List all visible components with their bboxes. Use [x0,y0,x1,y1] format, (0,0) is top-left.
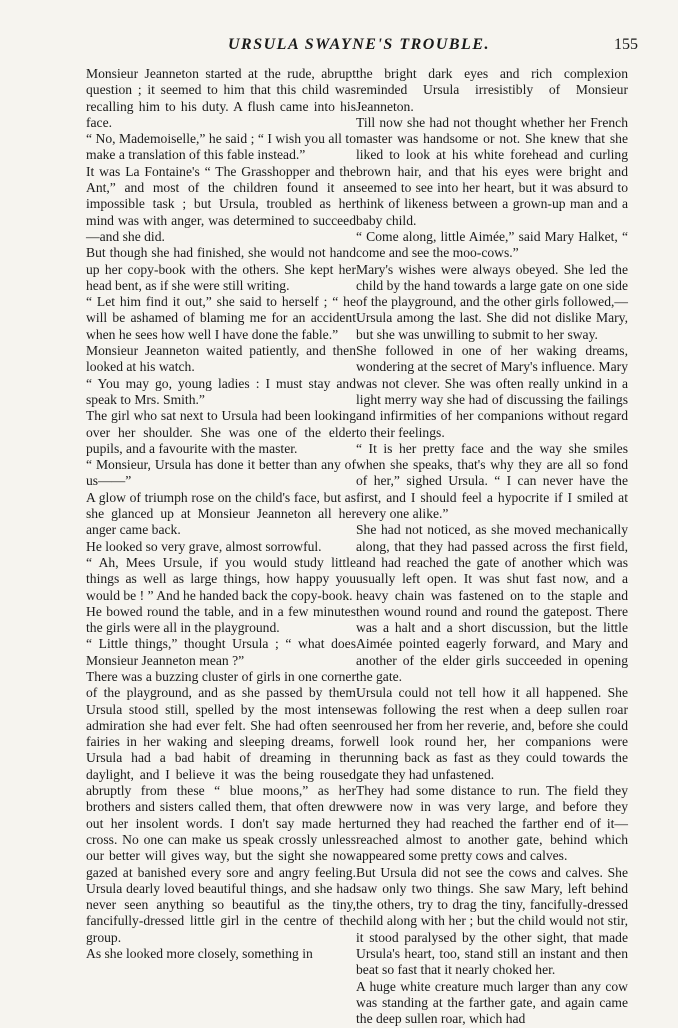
paragraph: The girl who sat next to Ursula had been looking over her shoulder. She was one of the elder pupils, and a favourite with the master. [86,408,356,456]
paragraph: But though she had finished, she would not hand up her copy-book with the others. She kept her head bent, as if she were still writing. [86,245,356,293]
paragraph: Monsieur Jeanneton waited patiently, and then looked at his watch. [86,343,356,375]
running-head [0,36,678,58]
paragraph: A huge white creature much larger than any cow was standing at the farther gate, and again came the deep sullen roar, which had [356,978,628,1027]
paragraph: Ursula could not tell how it all happened. She was following the rest when a deep sullen roar roused her from her reverie, and, before she could well look round her, her companions were running back as fast as they could towards the gate they had unfastened. [356,685,628,782]
paragraph: He looked so very grave, almost sorrowful. [86,538,322,554]
paragraph: A glow of triumph rose on the child's face, but as she glanced up at Monsieur Jeanneton all her anger came back. [86,489,356,538]
paragraph: Till now she had not thought whether her French master was handsome or not. She knew that she liked to look at his white forehead and curling brown hair, and that his eyes were bright and seemed to see into her heart, but it was absurd to think of likeness between a grown-up man and a baby child. [356,114,628,228]
paragraph: But Ursula did not see the cows and calves. She saw only two things. She saw Mary, left behind the others, try to drag the tiny, fancifully-dressed child along with her ; but the child would not stir, it stood paralysed by the other sight, that made Ursula's heart, too, stand still an instant and then beat so fast that it nearly choked her. [356,864,628,978]
paragraph: the bright dark eyes and rich complexion reminded Ursula irresistibly of Monsieur Jeanneton. [356,66,628,114]
paragraph: Monsieur Jeanneton started at the rude, abrupt question ; it seemed to him that this child was recalling him to his duty. A flush came into his face. [86,66,356,130]
paragraph: She had not noticed, as she moved mechanically along, that they had passed across the first field, and had reached the gate of another which was usually left open. It was shut fast now, and a heavy chain was fastened on to the staple and then wound round and round the gatepost. There was a halt and a short discussion, but the little Aimée pointed eagerly forward, and Mary and another of the elder girls succeeded in opening the gate. [356,522,628,684]
page-number: 155 [614,36,638,53]
paragraph: As she looked more closely, something in [86,946,313,962]
paragraph: It was La Fontaine's “ The Grasshopper and the Ant,” and most of the children found it an impossible task ; but Ursula, troubled as her mind was with anger, was determined to succeed—and she did. [86,163,356,244]
left-column [86,66,356,962]
running-title: URSULA SWAYNE'S TROUBLE. [228,36,490,53]
paragraph: “ You may go, young ladies : I must stay and speak to Mrs. Smith.” [86,375,356,407]
right-column [356,66,628,1028]
paragraph: “ Ah, Mees Ursule, if you would study little things as well as large things, how happy you would be ! ” And he handed back the copy-book. [86,554,356,603]
paragraph: “ Little things,” thought Ursula ; “ what does Monsieur Jeanneton mean ?” [86,636,356,668]
paragraph: “ It is her pretty face and the way she smiles when she speaks, that's why they are all so fond of her,” sighed Ursula. “ I can never have the first, and I should feel a hypocrite if I smiled at every one alike.” [356,440,628,522]
paragraph: There was a buzzing cluster of girls in one corner of the playground, and as she passed by them Ursula stood still, spelled by the most intense admiration she had ever felt. She had often seen fairies in her waking and sleeping dreams, for Ursula had a bad habit of dreaming in the daylight, and I believe it was the being roused abruptly from these “ blue moons,” as her brothers and sisters called them, that often drew out her insolent words. I don't say made her cross. No one can make us speak crossly unless our better will gives way, but the sight she now gazed at banished every sore and angry feeling. Ursula dearly loved beautiful things, and she had never seen anything so beautiful as the tiny, fancifully-dressed little girl in the centre of the group. [86,668,356,945]
paragraph: “ Let him find it out,” she said to herself ; “ he will be ashamed of blaming me for an accident when he sees how well I have done the fable.” [86,294,356,342]
paragraph: Mary's wishes were always obeyed. She led the child by the hand towards a large gate on one side of the playground, and the other girls followed,—Ursula among the last. She did not dislike Mary, but she was unwilling to submit to her sway. [356,261,628,342]
paragraph: She followed in one of her waking dreams, wondering at the secret of Mary's influence. Mary was not clever. She was often really unkind in a light merry way she had of discussing the failings and infirmities of her companions without regard to their feelings. [356,343,628,440]
paragraph: He bowed round the table, and in a few minutes the girls were all in the playground. [86,603,356,636]
paragraph: “ Monsieur, Ursula has done it better than any of us——” [86,457,356,489]
paragraph: “ No, Mademoiselle,” he said ; “ I wish you all to make a translation of this fable instead.” [86,131,356,163]
paragraph: “ Come along, little Aimée,” said Mary Halket, “ come and see the moo-cows.” [356,228,628,261]
paragraph: They had some distance to run. The field they were now in was very large, and before they turned they had reached the farther end of it—reached almost to another gate, behind which appeared some pretty cows and calves. [356,783,628,864]
